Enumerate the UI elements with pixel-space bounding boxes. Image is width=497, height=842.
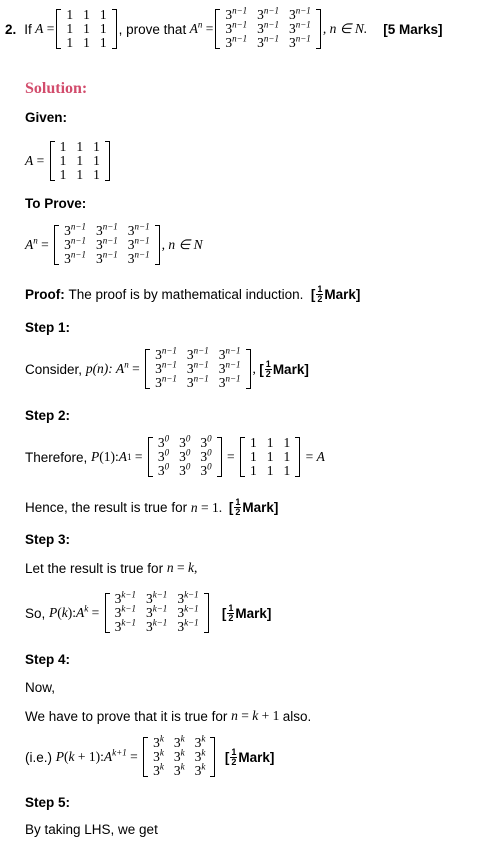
- matrix-cell: 1: [93, 139, 100, 154]
- matrix-cell: 3$^k$: [153, 747, 164, 764]
- let-text: Let the result is true for: [25, 560, 164, 576]
- matrix-cell: $3^{n-1}$: [155, 373, 177, 390]
- matrix-cell: $3^{n-1}$: [64, 235, 86, 252]
- matrix-cell: 3$^k$: [194, 761, 206, 778]
- step-1-matrix: [145, 345, 250, 390]
- step-5-label: Step 5:: [25, 795, 71, 810]
- step-3-equation: So, P ( k ): $A^k$ = $3^{k-1}$ $3^{k-1}$ $3^{k-1}$ $3^{k-1}$ $3^{k-1}$ $3^{k-1}$ $3^{k-1}$ $3^{k-1}$ $3^{k-1}$ [ $\frac{1}{2}$ Mark]: [25, 589, 272, 634]
- matrix-cell: $3^0$: [200, 447, 212, 464]
- let-line: Let the result is true for n = k ,: [25, 560, 198, 576]
- matrix-cell: $3^{n-1}$: [288, 19, 311, 36]
- also-text: also.: [282, 708, 312, 724]
- matrix-cell: $3^{k-1}$: [177, 617, 199, 634]
- matrix-cell: $3^{k-1}$: [177, 589, 199, 606]
- half-mark: [ $\frac{1}{2}$ Mark]: [228, 497, 279, 517]
- matrix-cell: $3^{n-1}$: [155, 345, 177, 362]
- matrix-cell: 1: [283, 449, 291, 464]
- matrix-cell: $3^{n-1}$: [155, 359, 177, 376]
- matrix-cell: 1: [283, 435, 291, 450]
- now-text: Now,: [25, 680, 56, 695]
- given-label: Given:: [25, 110, 68, 125]
- so-text: So,: [25, 605, 46, 621]
- ie-text: (i.e.): [25, 749, 52, 765]
- step-4-label: Step 4:: [25, 652, 71, 667]
- matrix-ones: [56, 8, 116, 50]
- matrix-cell: 1: [66, 35, 74, 50]
- matrix-cell: $3^0$: [157, 433, 170, 450]
- matrix-cell: $3^{n-1}$: [257, 33, 279, 50]
- matrix-cell: $3^0$: [200, 433, 212, 450]
- solution-heading: Solution:: [25, 80, 88, 97]
- step-4-equation: (i.e.) P ( k + 1) : $A^{k+1}$ = 3$^k$ 3$^k$ 3$^k$ 3$^k$ 3$^k$ 3$^k$ 3$^k$ 3$^k$ 3$^k$ [ $\frac{1}{2}$ Mark]: [25, 733, 275, 778]
- matrix-cell: $3^{n-1}$: [95, 235, 118, 252]
- matrix-cell: $3^{k-1}$: [114, 617, 136, 634]
- hence-text: Hence, the result is true for: [25, 500, 188, 515]
- matrix-cell: $3^{n-1}$: [225, 33, 248, 50]
- by-taking-text: By taking LHS, we get: [25, 822, 158, 837]
- matrix-cell: $3^{k-1}$: [177, 603, 199, 620]
- matrix-cell: $3^{n-1}$: [288, 33, 311, 50]
- matrix-cell: 1: [83, 35, 90, 50]
- matrix-cell: 1: [59, 153, 67, 168]
- matrix-cell: 3$^k$: [194, 747, 206, 764]
- matrix-cell: $3^{n-1}$: [127, 249, 150, 266]
- matrix-cell: 3$^k$: [173, 733, 185, 750]
- step-2-equation: Therefore, P (1): A 1 = $3^0$ $3^0$ $3^0$ $3^0$ $3^0$ $3^0$ $3^0$ $3^0$ $3^0$ = 1 1 1 1 1 1 1 1 1 = A: [25, 433, 325, 478]
- step-4-matrix: [143, 733, 215, 778]
- matrix-cell: $3^{n-1}$: [186, 359, 209, 376]
- matrix-cell: $3^{n-1}$: [186, 345, 209, 362]
- matrix-cell: 1: [76, 153, 84, 168]
- matrix-cell: 1: [83, 21, 90, 36]
- matrix-cell: $3^{n-1}$: [64, 249, 86, 266]
- half-fraction: $\frac{1}{2}$: [317, 284, 323, 304]
- half-fraction: $\frac{1}{2}$: [228, 602, 234, 623]
- half-mark: [ $\frac{1}{2}$ Mark]: [224, 746, 275, 767]
- to-prove-label: To Prove:: [25, 196, 87, 211]
- mark-word: Mark]: [324, 287, 361, 302]
- matrix-cell: 1: [59, 139, 67, 154]
- step-1-equation: Consider, p(n): $A^n$ = $3^{n-1}$ $3^{n-1}$ $3^{n-1}$ $3^{n-1}$ $3^{n-1}$ $3^{n-1}$ $3^{n-1}$ $3^{n-1}$ $3^{n-1}$ , [ $\frac{1}{2}$ Mark]: [25, 345, 309, 390]
- matrix-cell: $3^{k-1}$: [114, 603, 136, 620]
- marks-badge: [5 Marks]: [383, 21, 443, 37]
- matrix-cell: 3$^k$: [173, 761, 185, 778]
- step-3-matrix: [105, 589, 209, 634]
- step-2-label: Step 2:: [25, 408, 71, 423]
- matrix-cell: 1: [66, 21, 74, 36]
- matrix-cell: 1: [93, 167, 100, 182]
- matrix-cell: 1: [76, 167, 84, 182]
- have-to-prove-line: We have to prove that it is true for n = k + 1 also.: [25, 708, 312, 724]
- given-equation: A = 1 1 1 1 1 1 1 1 1: [25, 140, 112, 182]
- mark-word: Mark]: [272, 361, 309, 377]
- matrix-cell: 1: [59, 167, 67, 182]
- matrix-cell: $3^{n-1}$: [186, 373, 209, 390]
- matrix-cell: 1: [66, 7, 74, 22]
- mark-word: Mark]: [235, 605, 272, 621]
- matrix-cell: $3^{n-1}$: [218, 345, 241, 362]
- matrix-cell: $3^{n-1}$: [218, 359, 241, 376]
- given-matrix: [50, 140, 110, 182]
- matrix-cell: 1: [99, 7, 107, 22]
- matrix-cell: $3^{k-1}$: [114, 589, 136, 606]
- matrix-cell: $3^{n-1}$: [218, 373, 241, 390]
- mark-word: Mark]: [238, 749, 275, 765]
- matrix-cell: 1: [266, 449, 274, 464]
- n-in-n: , n ∈ N.: [322, 21, 368, 36]
- half-mark: [ $\frac{1}{2}$ Mark]: [259, 358, 309, 379]
- matrix-cell: $3^{n-1}$: [64, 221, 86, 238]
- matrix-cell: 1: [250, 449, 257, 464]
- half-fraction: $\frac{1}{2}$: [235, 497, 241, 517]
- consider-text: Consider,: [25, 361, 83, 377]
- matrix-cell: $3^{n-1}$: [95, 221, 118, 238]
- matrix-cell: $3^{n-1}$: [127, 221, 150, 238]
- to-prove-matrix: [54, 221, 159, 266]
- proof-line: [25, 285, 360, 304]
- matrix-cell: 1: [99, 21, 107, 36]
- half-fraction: $\frac{1}{2}$: [231, 746, 237, 767]
- matrix-cell: $3^0$: [157, 461, 170, 478]
- matrix-cell: $3^{n-1}$: [225, 19, 248, 36]
- have-to-prove-text: We have to prove that it is true for: [25, 708, 228, 724]
- matrix-name: A: [31, 21, 47, 36]
- therefore-text: Therefore,: [25, 449, 88, 465]
- to-prove-equation: $A^n$ = $3^{n-1}$ $3^{n-1}$ $3^{n-1}$ $3^{n-1}$ $3^{n-1}$ $3^{n-1}$ $3^{n-1}$ $3^{n-1}$ $3^{n-1}$ , n ∈ N: [25, 221, 203, 266]
- matrix-cell: 3$^k$: [153, 733, 164, 750]
- question-line: 2. If A = 1 1 1 1 1 1 1 1 1 , prove that $A^n$ = $3^{n-1}$ $3^{n-1}$ $3^{n-1}$ $3^{n-1}$ $3^{n-1}$ $3^{n-1}$ $3^{n-1}$ $3^{n-1}$ $3^{n-1}$ , n ∈ N. [5 Marks]: [5, 5, 443, 50]
- half-mark: [ $\frac{1}{2}$ Mark]: [310, 284, 361, 304]
- matrix-cell: 1: [93, 153, 100, 168]
- matrix-cell: $3^{k-1}$: [145, 589, 168, 606]
- matrix-cell: $3^0$: [157, 447, 170, 464]
- proof-label: Proof:: [25, 287, 65, 302]
- matrix-cell: $3^{n-1}$: [257, 5, 279, 22]
- matrix-cell: 3$^k$: [173, 747, 185, 764]
- half-fraction: $\frac{1}{2}$: [265, 358, 271, 379]
- half-mark: [ $\frac{1}{2}$ Mark]: [221, 602, 272, 623]
- matrix-cell: 1: [250, 435, 257, 450]
- step-2-matrix-ones: [240, 436, 300, 478]
- hence-line: Hence, the result is true for n = 1. [ $\frac{1}{2}$ Mark]: [25, 497, 279, 517]
- matrix-cell: $3^{n-1}$: [225, 5, 248, 22]
- matrix-cell: 1: [83, 7, 90, 22]
- matrix-cell: 1: [250, 463, 257, 478]
- mark-word: Mark]: [242, 500, 279, 515]
- matrix-cell: $3^0$: [200, 461, 212, 478]
- matrix-cell: 3$^k$: [194, 733, 206, 750]
- matrix-cell: 1: [283, 463, 291, 478]
- step-3-label: Step 3:: [25, 532, 71, 547]
- matrix-pow-n: [215, 5, 320, 50]
- matrix-cell: 1: [266, 463, 274, 478]
- step-2-matrix-pow: [148, 433, 222, 478]
- matrix-cell: $3^0$: [179, 461, 191, 478]
- matrix-cell: 1: [99, 35, 107, 50]
- matrix-cell: $3^{n-1}$: [95, 249, 118, 266]
- matrix-cell: $3^{n-1}$: [257, 19, 279, 36]
- matrix-cell: $3^0$: [179, 447, 191, 464]
- matrix-cell: $3^{k-1}$: [145, 603, 168, 620]
- question-number: 2.: [5, 21, 17, 37]
- matrix-cell: $3^{n-1}$: [127, 235, 150, 252]
- prove-text: , prove that: [118, 21, 187, 37]
- matrix-cell: $3^{k-1}$: [145, 617, 168, 634]
- step-1-label: Step 1:: [25, 320, 71, 335]
- matrix-cell: $3^0$: [179, 433, 191, 450]
- matrix-cell: $3^{n-1}$: [288, 5, 311, 22]
- matrix-cell: 1: [76, 139, 84, 154]
- proof-text: The proof is by mathematical induction.: [68, 287, 304, 302]
- if-text: If: [24, 21, 32, 37]
- matrix-cell: 3$^k$: [153, 761, 164, 778]
- matrix-cell: 1: [266, 435, 274, 450]
